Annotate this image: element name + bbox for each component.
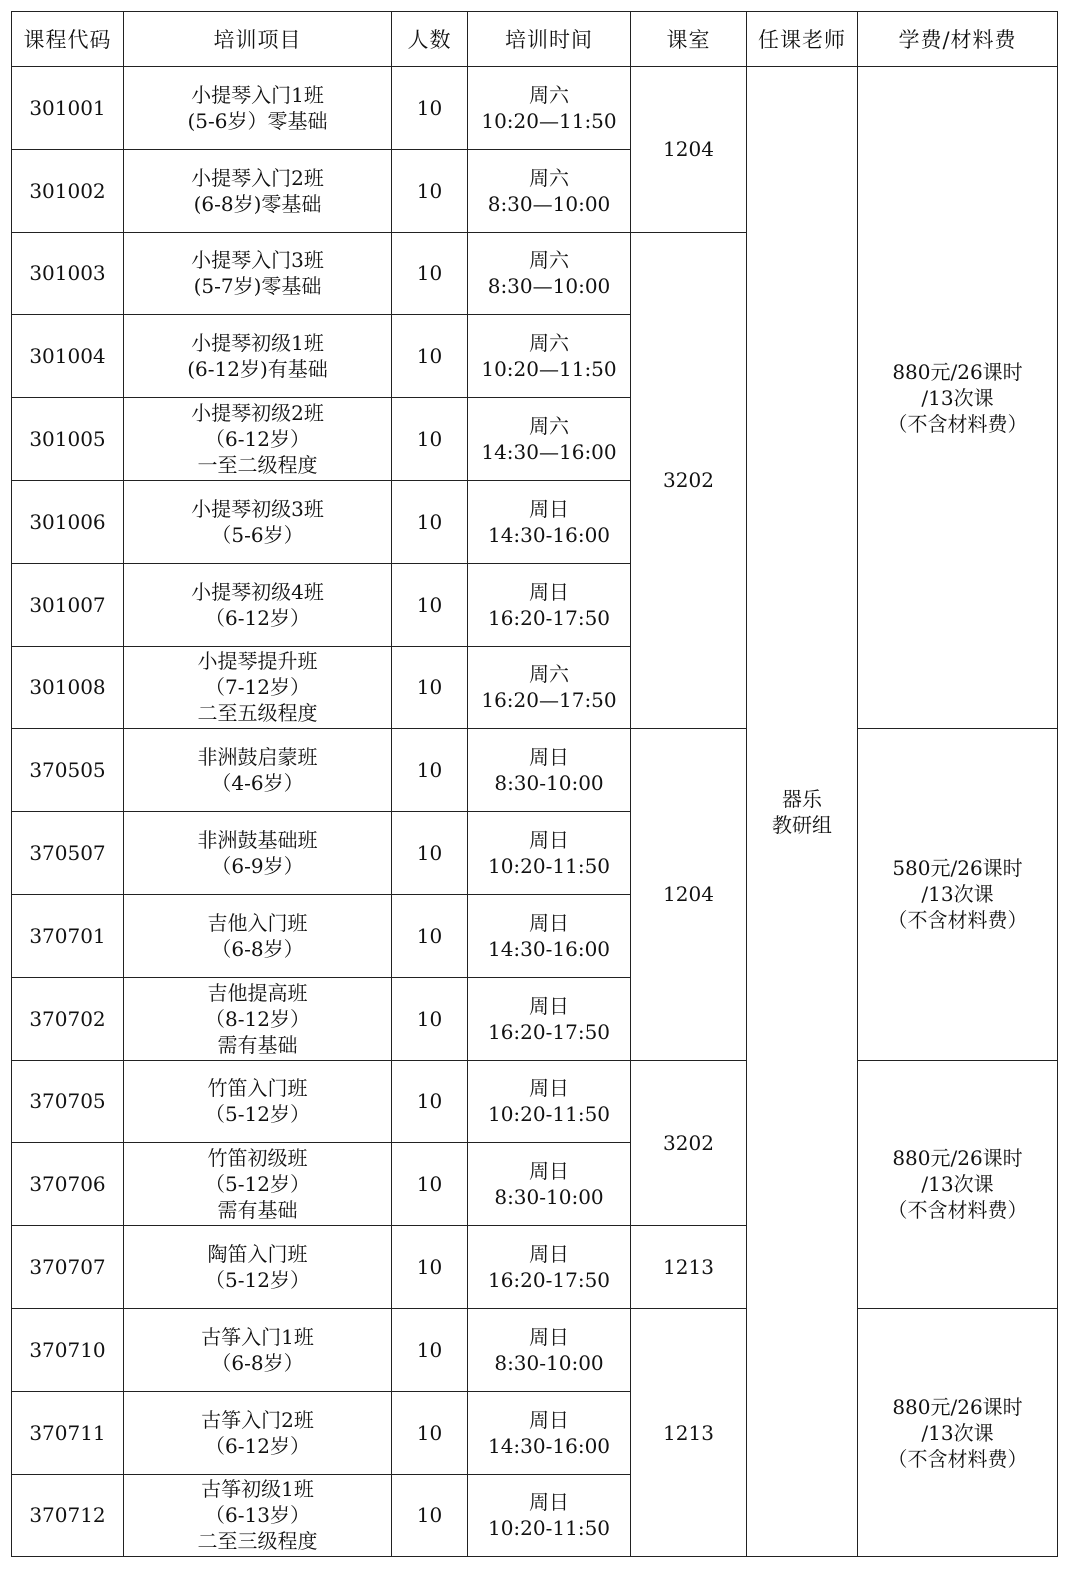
fee-line: 880元/26课时: [892, 1146, 1023, 1171]
project-line: （6-12岁）: [205, 605, 310, 630]
project-line: 小提琴初级2班: [191, 401, 324, 426]
project-line: 小提琴初级4班: [191, 579, 324, 604]
training-time-cell: [468, 894, 631, 977]
header-fee: 学费/材料费: [858, 12, 1058, 67]
training-project-cell: [124, 563, 392, 646]
project-line: 需有基础: [217, 1198, 298, 1223]
fee-line: /13次课: [921, 385, 994, 410]
header-headcount: 人数: [392, 12, 468, 67]
project-line: （4-6岁）: [211, 771, 304, 796]
training-time-cell: [468, 315, 631, 398]
project-line: （7-12岁）: [205, 675, 310, 700]
classroom-cell: 1213: [631, 1308, 747, 1556]
project-line: 竹笛入门班: [207, 1076, 308, 1101]
time-line: 周六: [529, 414, 569, 439]
training-time-cell: [468, 232, 631, 315]
headcount-cell: 10: [392, 1308, 468, 1391]
fee-cell: [858, 1308, 1058, 1556]
time-line: 周日: [529, 1324, 569, 1349]
time-line: 14:30—16:00: [481, 440, 617, 465]
training-project-cell: [124, 729, 392, 812]
training-time-cell: [468, 812, 631, 895]
table-row: [12, 729, 1058, 812]
project-line: 古筝入门1班: [201, 1324, 314, 1349]
time-line: 8:30-10:00: [494, 1185, 604, 1210]
project-line: 吉他入门班: [207, 910, 308, 935]
project-line: (6-12岁)有基础: [187, 357, 328, 382]
project-line: 小提琴初级1班: [191, 331, 324, 356]
time-line: 10:20—11:50: [481, 357, 617, 382]
teacher-line: 器乐: [782, 786, 822, 811]
project-line: （6-8岁）: [211, 1350, 304, 1375]
time-line: 周六: [529, 331, 569, 356]
course-code-cell: 370712: [12, 1474, 124, 1557]
training-time-cell: [468, 1226, 631, 1309]
header-training-time: 培训时间: [468, 12, 631, 67]
project-line: (6-8岁)零基础: [193, 191, 322, 216]
course-code-cell: 301004: [12, 315, 124, 398]
headcount-cell: 10: [392, 1143, 468, 1226]
headcount-cell: 10: [392, 646, 468, 729]
training-time-cell: [468, 977, 631, 1060]
course-code-cell: 370711: [12, 1391, 124, 1474]
project-line: 需有基础: [217, 1032, 298, 1057]
time-line: 周日: [529, 745, 569, 770]
classroom-cell: 1204: [631, 67, 747, 233]
headcount-cell: 10: [392, 894, 468, 977]
time-line: 周日: [529, 496, 569, 521]
project-line: 古筝入门2班: [201, 1407, 314, 1432]
project-line: （8-12岁）: [205, 1006, 310, 1031]
fee-line: 880元/26课时: [892, 359, 1023, 384]
training-project-cell: [124, 398, 392, 481]
course-code-cell: 301005: [12, 398, 124, 481]
training-time-cell: [468, 1308, 631, 1391]
headcount-cell: 10: [392, 480, 468, 563]
course-schedule-table: [11, 11, 1058, 1557]
time-line: 8:30-10:00: [494, 1350, 604, 1375]
training-project-cell: [124, 1143, 392, 1226]
time-line: 10:20-11:50: [487, 1516, 611, 1541]
course-code-cell: 301008: [12, 646, 124, 729]
headcount-cell: 10: [392, 398, 468, 481]
time-line: 14:30-16:00: [487, 1433, 611, 1458]
table-row: [12, 67, 1058, 150]
fee-line: （不含材料费）: [887, 908, 1028, 933]
training-project-cell: [124, 646, 392, 729]
training-project-cell: [124, 1474, 392, 1557]
course-code-cell: 370705: [12, 1060, 124, 1143]
project-line: 二至三级程度: [197, 1529, 318, 1554]
classroom-cell: 3202: [631, 232, 747, 729]
time-line: 周六: [529, 165, 569, 190]
time-line: 周六: [529, 248, 569, 273]
course-code-cell: 370507: [12, 812, 124, 895]
fee-line: （不含材料费）: [887, 411, 1028, 436]
fee-line: /13次课: [921, 1420, 994, 1445]
time-line: 周日: [529, 1490, 569, 1515]
training-project-cell: [124, 480, 392, 563]
table-header: [12, 12, 1058, 67]
teacher-line: 教研组: [772, 812, 832, 837]
project-line: 小提琴入门2班: [191, 165, 324, 190]
headcount-cell: 10: [392, 1060, 468, 1143]
headcount-cell: 10: [392, 1474, 468, 1557]
headcount-cell: 10: [392, 232, 468, 315]
project-line: 非洲鼓启蒙班: [197, 745, 318, 770]
project-line: (5-6岁）零基础: [187, 108, 328, 133]
time-line: 16:20-17:50: [487, 605, 611, 630]
header-teacher: 任课老师: [747, 12, 858, 67]
time-line: 8:30-10:00: [494, 771, 604, 796]
course-code-cell: 370706: [12, 1143, 124, 1226]
training-time-cell: [468, 1143, 631, 1226]
headcount-cell: 10: [392, 1391, 468, 1474]
training-time-cell: [468, 1391, 631, 1474]
training-time-cell: [468, 398, 631, 481]
training-project-cell: [124, 1226, 392, 1309]
fee-cell: [858, 67, 1058, 729]
fee-line: /13次课: [921, 1172, 994, 1197]
classroom-cell: 1204: [631, 729, 747, 1060]
fee-cell: [858, 729, 1058, 1060]
time-line: 周日: [529, 579, 569, 604]
training-project-cell: [124, 67, 392, 150]
time-line: 16:20-17:50: [487, 1268, 611, 1293]
training-project-cell: [124, 315, 392, 398]
project-line: （5-6岁）: [211, 522, 304, 547]
fee-line: （不含材料费）: [887, 1198, 1028, 1223]
header-classroom: 课室: [631, 12, 747, 67]
time-line: 14:30-16:00: [487, 936, 611, 961]
course-code-cell: 301007: [12, 563, 124, 646]
headcount-cell: 10: [392, 1226, 468, 1309]
fee-line: 580元/26课时: [892, 856, 1023, 881]
course-code-cell: 370505: [12, 729, 124, 812]
time-line: 8:30—10:00: [487, 274, 611, 299]
training-time-cell: [468, 149, 631, 232]
time-line: 16:20—17:50: [481, 688, 617, 713]
training-time-cell: [468, 646, 631, 729]
time-line: 10:20-11:50: [487, 854, 611, 879]
training-project-cell: [124, 149, 392, 232]
training-project-cell: [124, 1391, 392, 1474]
training-time-cell: [468, 729, 631, 812]
time-line: 10:20-11:50: [487, 1102, 611, 1127]
training-time-cell: [468, 1060, 631, 1143]
time-line: 10:20—11:50: [481, 108, 617, 133]
classroom-cell: 1213: [631, 1226, 747, 1309]
training-project-cell: [124, 977, 392, 1060]
training-project-cell: [124, 232, 392, 315]
table-body: [12, 67, 1058, 1557]
project-line: 吉他提高班: [207, 980, 308, 1005]
time-line: 周六: [529, 662, 569, 687]
time-line: 16:20-17:50: [487, 1019, 611, 1044]
project-line: 古筝初级1班: [201, 1477, 314, 1502]
time-line: 周日: [529, 828, 569, 853]
course-code-cell: 301003: [12, 232, 124, 315]
project-line: 非洲鼓基础班: [197, 828, 318, 853]
classroom-cell: 3202: [631, 1060, 747, 1226]
project-line: 一至二级程度: [197, 453, 318, 478]
project-line: 小提琴入门3班: [191, 248, 324, 273]
table-row: [12, 1060, 1058, 1143]
headcount-cell: 10: [392, 729, 468, 812]
table-row: [12, 1308, 1058, 1391]
project-line: （6-13岁）: [205, 1503, 310, 1528]
course-code-cell: 301002: [12, 149, 124, 232]
headcount-cell: 10: [392, 67, 468, 150]
fee-line: /13次课: [921, 882, 994, 907]
headcount-cell: 10: [392, 563, 468, 646]
project-line: （5-12岁）: [205, 1102, 310, 1127]
course-code-cell: 370701: [12, 894, 124, 977]
course-code-cell: 301001: [12, 67, 124, 150]
fee-line: 880元/26课时: [892, 1394, 1023, 1419]
course-code-cell: 301006: [12, 480, 124, 563]
course-code-cell: 370707: [12, 1226, 124, 1309]
time-line: 周六: [529, 82, 569, 107]
project-line: 竹笛初级班: [207, 1146, 308, 1171]
time-line: 周日: [529, 1159, 569, 1184]
headcount-cell: 10: [392, 315, 468, 398]
project-line: （6-9岁）: [211, 854, 304, 879]
training-project-cell: [124, 812, 392, 895]
project-line: 陶笛入门班: [207, 1242, 308, 1267]
training-time-cell: [468, 1474, 631, 1557]
training-time-cell: [468, 67, 631, 150]
training-project-cell: [124, 894, 392, 977]
training-time-cell: [468, 563, 631, 646]
header-course-code: 课程代码: [12, 12, 124, 67]
training-project-cell: [124, 1060, 392, 1143]
headcount-cell: 10: [392, 977, 468, 1060]
time-line: 周日: [529, 1407, 569, 1432]
time-line: 周日: [529, 1242, 569, 1267]
time-line: 周日: [529, 910, 569, 935]
project-line: 小提琴提升班: [197, 649, 318, 674]
time-line: 14:30-16:00: [487, 522, 611, 547]
teacher-cell: [747, 67, 858, 1557]
training-time-cell: [468, 480, 631, 563]
course-code-cell: 370702: [12, 977, 124, 1060]
project-line: 小提琴入门1班: [191, 82, 324, 107]
project-line: （6-12岁）: [205, 1433, 310, 1458]
project-line: （5-12岁）: [205, 1268, 310, 1293]
time-line: 周日: [529, 993, 569, 1018]
time-line: 周日: [529, 1076, 569, 1101]
course-code-cell: 370710: [12, 1308, 124, 1391]
project-line: 小提琴初级3班: [191, 496, 324, 521]
fee-line: （不含材料费）: [887, 1446, 1028, 1471]
header-row: [12, 12, 1058, 67]
fee-cell: [858, 1060, 1058, 1308]
header-training-project: 培训项目: [124, 12, 392, 67]
project-line: （5-12岁）: [205, 1172, 310, 1197]
headcount-cell: 10: [392, 812, 468, 895]
project-line: （6-12岁）: [205, 427, 310, 452]
time-line: 8:30—10:00: [487, 191, 611, 216]
headcount-cell: 10: [392, 149, 468, 232]
project-line: （6-8岁）: [211, 936, 304, 961]
training-project-cell: [124, 1308, 392, 1391]
project-line: 二至五级程度: [197, 701, 318, 726]
project-line: (5-7岁)零基础: [193, 274, 322, 299]
